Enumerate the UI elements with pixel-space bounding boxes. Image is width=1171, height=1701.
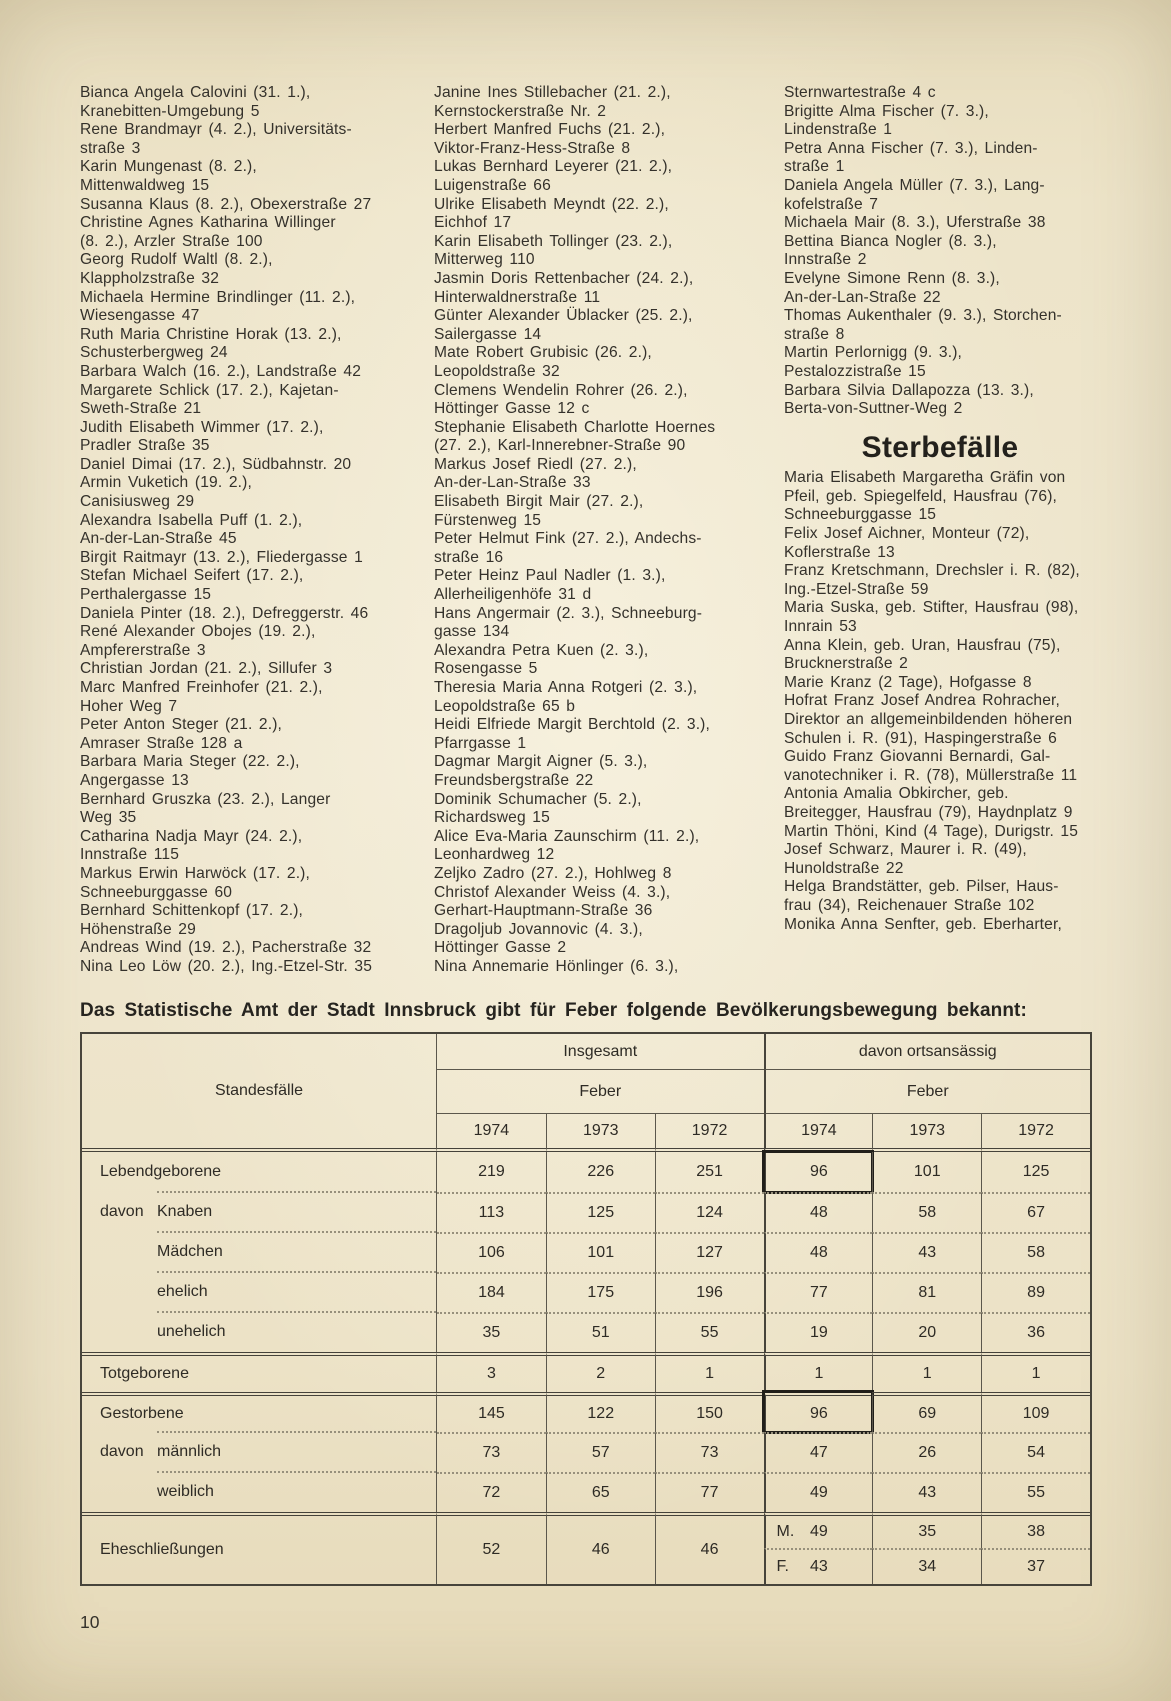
table-header-year: 1973 — [546, 1114, 655, 1152]
row-label: unehelich — [157, 1323, 226, 1340]
register-line: Dagmar Margit Aigner (5. 3.), — [434, 753, 648, 771]
register-line: Andreas Wind (19. 2.), Pacherstraße 32 — [80, 939, 372, 957]
table-label-cell — [82, 1232, 437, 1272]
table-value-cell: 58 — [981, 1232, 1090, 1272]
register-line: Birgit Raitmayr (13. 2.), Fliedergasse 1 — [80, 548, 363, 566]
table-header-year: 1973 — [872, 1114, 981, 1152]
table-value-cell: 226 — [546, 1152, 655, 1192]
register-line: Jasmin Doris Rettenbacher (24. 2.), — [434, 269, 694, 287]
table-header-year: 1974 — [764, 1114, 873, 1152]
table-label-cell — [82, 1392, 437, 1432]
register-line: Margarete Schlick (17. 2.), Kajetan- — [80, 381, 339, 399]
register-line: Hinterwaldnerstraße 11 — [434, 288, 601, 306]
page-number: 10 — [80, 1612, 100, 1632]
register-line: Klappholzstraße 32 — [80, 269, 220, 287]
deaths-column — [784, 469, 1096, 934]
table-value-cell: 52 — [437, 1512, 546, 1584]
register-line: Clemens Wendelin Rohrer (26. 2.), — [434, 381, 688, 399]
register-line: Elisabeth Birgit Mair (27. 2.), — [434, 493, 644, 511]
death-register-line: Josef Schwarz, Maurer i. R. (49), — [784, 841, 1027, 859]
register-line: Leopoldstraße 32 — [434, 362, 560, 380]
register-line: Nina Annemarie Hönlinger (6. 3.), — [434, 957, 679, 975]
table-value-cell: 124 — [655, 1192, 764, 1232]
table-value-cell: 58 — [872, 1192, 981, 1232]
table-value-cell: 65 — [546, 1472, 655, 1512]
table-header-year: 1972 — [655, 1114, 764, 1152]
death-register-line: vanotechniker i. R. (78), Müllerstraße 11 — [784, 766, 1078, 784]
register-line: Bernhard Schittenkopf (17. 2.), — [80, 902, 304, 920]
death-register-line: Ing.-Etzel-Straße 59 — [784, 580, 929, 598]
row-label: Lebendgeborene — [100, 1163, 222, 1180]
row-label: Eheschließungen — [100, 1541, 224, 1558]
row-label: ehelich — [157, 1283, 208, 1300]
table-header-feber-total: Feber — [437, 1070, 764, 1114]
table-value-cell: 122 — [546, 1392, 655, 1432]
register-line: Thomas Aukenthaler (9. 3.), Storchen- — [784, 307, 1062, 325]
table-value-cell: 127 — [655, 1232, 764, 1272]
death-register-line: Maria Suska, geb. Stifter, Hausfrau (98), — [784, 599, 1079, 617]
register-line: (8. 2.), Arzler Straße 100 — [80, 232, 263, 250]
death-register-line: Pfeil, geb. Spiegelfeld, Hausfrau (76), — [784, 487, 1058, 505]
death-register-line: Guido Franz Giovanni Bernardi, Gal- — [784, 748, 1051, 766]
register-line: Barbara Walch (16. 2.), Landstraße 42 — [80, 362, 362, 380]
register-line: Alexandra Isabella Puff (1. 2.), — [80, 511, 303, 529]
register-line: Kranebitten-Umgebung 5 — [80, 102, 260, 120]
register-line: Christian Jordan (21. 2.), Sillufer 3 — [80, 660, 333, 678]
table-value-cell: 89 — [981, 1272, 1090, 1312]
death-register-line: Direktor an allgemeinbildenden höheren — [784, 711, 1073, 728]
table-value-cell: 55 — [981, 1472, 1090, 1512]
death-register-line: Schulen i. R. (91), Haspingerstraße 6 — [784, 729, 1057, 747]
register-line: Hans Angermair (2. 3.), Schneeburg- — [434, 604, 703, 622]
register-line: Berta-von-Suttner-Weg 2 — [784, 400, 963, 418]
register-line: Amraser Straße 128 a — [80, 734, 243, 752]
death-register-line: Franz Kretschmann, Drechsler i. R. (82), — [784, 562, 1080, 580]
table-value-cell: 47 — [764, 1432, 873, 1472]
table-value-cell: 69 — [872, 1392, 981, 1432]
table-value-cell: 43 — [872, 1472, 981, 1512]
register-line: Christine Agnes Katharina Willinger — [80, 214, 336, 232]
table-value-cell: 101 — [872, 1152, 981, 1192]
table-caption: Das Statistische Amt der Stadt Innsbruck gibt für Feber folgende Bevölkerungsbewegung bekannt: — [80, 1000, 1027, 1021]
register-line: kofelstraße 7 — [784, 195, 879, 213]
register-line: Rosengasse 5 — [434, 660, 538, 678]
register-line: Michaela Hermine Brindlinger (11. 2.), — [80, 288, 356, 306]
register-line: Pfarrgasse 1 — [434, 734, 527, 752]
register-line: Michaela Mair (8. 3.), Uferstraße 38 — [784, 214, 1046, 232]
table-value-cell: 125 — [546, 1192, 655, 1232]
death-register-line: Monika Anna Senfter, geb. Eberharter, — [784, 915, 1062, 933]
death-register-line: Hofrat Franz Josef Andrea Rohracher, — [784, 692, 1061, 710]
register-line: An-der-Lan-Straße 33 — [434, 474, 591, 492]
table-value-cell: 96 — [764, 1392, 873, 1432]
table-value-cell: 46 — [546, 1512, 655, 1584]
register-line: Hoher Weg 7 — [80, 697, 178, 715]
table-value-cell: 57 — [546, 1432, 655, 1472]
register-line: Janine Ines Stillebacher (21. 2.), — [434, 84, 671, 101]
table-value-cell: 77 — [764, 1272, 873, 1312]
table-label-cell — [82, 1432, 437, 1472]
register-line: Heidi Elfriede Margit Berchtold (2. 3.), — [434, 716, 710, 734]
table-value-cell: 48 — [764, 1232, 873, 1272]
table-header-year: 1974 — [437, 1114, 546, 1152]
death-register-line: Anna Klein, geb. Uran, Hausfrau (75), — [784, 636, 1061, 654]
table-value-cell: 1 — [872, 1352, 981, 1392]
table-label-cell — [82, 1312, 437, 1352]
register-line: Peter Helmut Fink (27. 2.), Andechs- — [434, 530, 702, 548]
death-register-line: frau (34), Reichenauer Straße 102 — [784, 896, 1035, 914]
table-value-cell: 184 — [437, 1272, 546, 1312]
table-value-cell: 1 — [981, 1352, 1090, 1392]
table-value-cell: 145 — [437, 1392, 546, 1432]
register-line: Eichhof 17 — [434, 214, 512, 232]
table-value-cell: 109 — [981, 1392, 1090, 1432]
register-line: Barbara Maria Steger (22. 2.), — [80, 753, 300, 771]
register-line: Dominik Schumacher (5. 2.), — [434, 790, 642, 808]
death-register-line: Felix Josef Aichner, Monteur (72), — [784, 525, 1030, 543]
register-line: Fürstenweg 15 — [434, 511, 542, 529]
table-value-cell: 48 — [764, 1192, 873, 1232]
death-register-line: Helga Brandstätter, geb. Pilser, Haus- — [784, 878, 1059, 896]
table-value-cell: 49 — [764, 1472, 873, 1512]
table-value-cell: 51 — [546, 1312, 655, 1352]
register-line: Canisiusweg 29 — [80, 493, 195, 511]
cell-number: 43 — [810, 1558, 828, 1575]
death-register-line: Brucknerstraße 2 — [784, 655, 908, 673]
cell-number: 49 — [810, 1523, 828, 1540]
register-line: Freundsbergstraße 22 — [434, 771, 594, 789]
register-line: Mate Robert Grubisic (26. 2.), — [434, 344, 652, 362]
row-label: weiblich — [157, 1483, 214, 1500]
table-value-cell: 77 — [655, 1472, 764, 1512]
register-line: Schusterbergweg 24 — [80, 344, 228, 362]
table-label-cell — [82, 1152, 437, 1192]
table-value-cell: 46 — [655, 1512, 764, 1584]
death-register-line: Maria Elisabeth Margaretha Gräfin von — [784, 469, 1066, 487]
register-line: An-der-Lan-Straße 45 — [80, 530, 237, 548]
register-line: Karin Mungenast (8. 2.), — [80, 158, 257, 176]
register-line: Pestalozzistraße 15 — [784, 362, 926, 380]
table-value-cell: 150 — [655, 1392, 764, 1432]
table-value-cell: 101 — [546, 1232, 655, 1272]
table-value-cell: 125 — [981, 1152, 1090, 1192]
death-register-line: Innrain 53 — [784, 618, 857, 636]
register-line: Karin Elisabeth Tollinger (23. 2.), — [434, 232, 673, 250]
table-value-cell: 196 — [655, 1272, 764, 1312]
death-register-line: Breitegger, Hausfrau (79), Haydnplatz 9 — [784, 803, 1073, 821]
row-label: Gestorbene — [100, 1405, 184, 1422]
births-column-1 — [80, 84, 434, 977]
register-line: Allerheiligenhöfe 31 d — [434, 586, 592, 604]
register-line: Markus Erwin Harwöck (17. 2.), — [80, 864, 310, 882]
table-value-cell: 1 — [655, 1352, 764, 1392]
register-line: Mitterweg 110 — [434, 251, 535, 269]
register-line: straße 8 — [784, 325, 845, 343]
table-value-cell: 2 — [546, 1352, 655, 1392]
register-line: Bianca Angela Calovini (31. 1.), — [80, 84, 311, 101]
table-value-cell: 113 — [437, 1192, 546, 1232]
register-line: Petra Anna Fischer (7. 3.), Linden- — [784, 139, 1038, 157]
sex-prefix: M. — [776, 1523, 795, 1540]
table-value-cell: 73 — [437, 1432, 546, 1472]
register-line: Nina Leo Löw (20. 2.), Ing.-Etzel-Str. 35 — [80, 957, 373, 975]
row-label: Totgeborene — [100, 1365, 189, 1382]
register-line: Alice Eva-Maria Zaunschirm (11. 2.), — [434, 827, 700, 845]
table-value-cell: 35 — [872, 1512, 981, 1548]
row-prefix: davon — [100, 1203, 144, 1220]
register-line: Höttinger Gasse 12 c — [434, 400, 590, 418]
register-line: Sweth-Straße 21 — [80, 400, 202, 418]
table-value-cell: 38 — [981, 1512, 1090, 1548]
table-value-cell: 35 — [437, 1312, 546, 1352]
table-value-cell: 55 — [655, 1312, 764, 1352]
births-deaths-column-3 — [784, 84, 1096, 977]
table-label-cell — [82, 1472, 437, 1512]
register-line: Daniela Pinter (18. 2.), Defreggerstr. 46 — [80, 604, 369, 622]
death-register-line: Antonia Amalia Obkircher, geb. — [784, 785, 1009, 803]
register-line: Lukas Bernhard Leyerer (21. 2.), — [434, 158, 673, 176]
population-statistics-table — [80, 1032, 1092, 1586]
death-register-line: Martin Thöni, Kind (4 Tage), Durigstr. 15 — [784, 822, 1079, 840]
register-line: Zeljko Zadro (27. 2.), Hohlweg 8 — [434, 864, 672, 882]
register-line: Ampfererstraße 3 — [80, 641, 206, 659]
table-value-cell — [764, 1548, 873, 1584]
register-line: Judith Elisabeth Wimmer (17. 2.), — [80, 418, 324, 436]
register-line: Dragoljub Jovannovic (4. 3.), — [434, 920, 643, 938]
register-line: straße 16 — [434, 548, 504, 566]
register-line: Catharina Nadja Mayr (24. 2.), — [80, 827, 303, 845]
table-value-cell: 36 — [981, 1312, 1090, 1352]
births-column-3-top — [784, 84, 1096, 419]
register-line: Pradler Straße 35 — [80, 437, 210, 455]
register-line: Günter Alexander Üblacker (25. 2.), — [434, 307, 693, 325]
register-line: Wiesengasse 47 — [80, 307, 200, 325]
register-line: (27. 2.), Karl-Innerebner-Straße 90 — [434, 437, 686, 455]
register-line: Angergasse 13 — [80, 771, 189, 789]
register-line: Innstraße 2 — [784, 251, 867, 269]
table-label-cell — [82, 1272, 437, 1312]
register-line: Stephanie Elisabeth Charlotte Hoernes — [434, 418, 716, 436]
table-label-cell — [82, 1352, 437, 1392]
register-line: Susanna Klaus (8. 2.), Obexerstraße 27 — [80, 195, 372, 213]
table-header-year: 1972 — [981, 1114, 1090, 1152]
register-line: Barbara Silvia Dallapozza (13. 3.), — [784, 381, 1034, 399]
register-line: Leopoldstraße 65 b — [434, 697, 576, 715]
births-column-2 — [434, 84, 784, 977]
table-value-cell: 106 — [437, 1232, 546, 1272]
register-line: Peter Anton Steger (21. 2.), — [80, 716, 283, 734]
death-register-line: Schneeburggasse 15 — [784, 506, 937, 524]
register-line: Martin Perlornigg (9. 3.), — [784, 344, 963, 362]
register-line: Höhenstraße 29 — [80, 920, 196, 938]
register-line: straße 1 — [784, 158, 845, 176]
row-label: Mädchen — [157, 1243, 223, 1260]
table-value-cell: 43 — [872, 1232, 981, 1272]
register-line: Innstraße 115 — [80, 846, 180, 864]
table-value-cell: 3 — [437, 1352, 546, 1392]
register-line: Weg 35 — [80, 809, 137, 827]
death-register-line: Hunoldstraße 22 — [784, 859, 904, 877]
register-line: Rene Brandmayr (4. 2.), Universitäts- — [80, 121, 352, 139]
announcement-columns — [80, 84, 1096, 977]
table-value-cell: 81 — [872, 1272, 981, 1312]
register-line: Theresia Maria Anna Rotgeri (2. 3.), — [434, 679, 698, 696]
table-value-cell: 67 — [981, 1192, 1090, 1232]
register-line: Mittenwaldweg 15 — [80, 176, 210, 194]
register-line: Marc Manfred Freinhofer (21. 2.), — [80, 679, 323, 696]
register-line: Alexandra Petra Kuen (2. 3.), — [434, 641, 649, 659]
death-register-line: Koflerstraße 13 — [784, 543, 895, 561]
register-line: Armin Vuketich (19. 2.), — [80, 474, 252, 492]
death-register-line: Marie Kranz (2 Tage), Hofgasse 8 — [784, 673, 1032, 691]
table-header-standesfaelle: Standesfälle — [82, 1034, 437, 1152]
register-line: Brigitte Alma Fischer (7. 3.), — [784, 102, 989, 120]
register-line: An-der-Lan-Straße 22 — [784, 288, 941, 306]
register-line: gasse 134 — [434, 623, 510, 641]
table-label-cell — [82, 1512, 437, 1584]
register-line: Höttinger Gasse 2 — [434, 939, 567, 957]
register-line: Schneeburggasse 60 — [80, 883, 233, 901]
deaths-section-heading: Sterbefälle — [861, 430, 1019, 464]
register-line: Ulrike Elisabeth Meyndt (22. 2.), — [434, 195, 669, 213]
table-value-cell: 72 — [437, 1472, 546, 1512]
register-line: Kernstockerstraße Nr. 2 — [434, 102, 607, 120]
register-line: Christof Alexander Weiss (4. 3.), — [434, 883, 671, 901]
register-line: Sternwartestraße 4 c — [784, 84, 936, 101]
register-line: Daniel Dimai (17. 2.), Südbahnstr. 20 — [80, 455, 352, 473]
table-value-cell: 20 — [872, 1312, 981, 1352]
register-line: straße 3 — [80, 139, 141, 157]
table-value-cell: 1 — [764, 1352, 873, 1392]
register-line: Ruth Maria Christine Horak (13. 2.), — [80, 325, 342, 343]
register-line: Leonhardweg 12 — [434, 846, 555, 864]
register-line: Georg Rudolf Waltl (8. 2.), — [80, 251, 273, 269]
sex-prefix: F. — [776, 1558, 789, 1575]
row-prefix: davon — [100, 1443, 144, 1460]
register-line: Daniela Angela Müller (7. 3.), Lang- — [784, 176, 1045, 194]
register-line: Bettina Bianca Nogler (8. 3.), — [784, 232, 997, 250]
table-value-cell: 54 — [981, 1432, 1090, 1472]
table-value-cell: 251 — [655, 1152, 764, 1192]
register-line: Gerhart-Hauptmann-Straße 36 — [434, 902, 653, 920]
table-value-cell: 96 — [764, 1152, 873, 1192]
table-value-cell: 37 — [981, 1548, 1090, 1584]
row-label: Knaben — [157, 1203, 213, 1220]
register-line: Herbert Manfred Fuchs (21. 2.), — [434, 121, 666, 139]
register-line: Bernhard Gruszka (23. 2.), Langer — [80, 790, 331, 808]
register-line: Markus Josef Riedl (27. 2.), — [434, 455, 637, 473]
register-line: Peter Heinz Paul Nadler (1. 3.), — [434, 567, 666, 585]
table-value-cell: 175 — [546, 1272, 655, 1312]
row-label: männlich — [157, 1443, 222, 1460]
register-line: Lindenstraße 1 — [784, 121, 893, 139]
register-line: Perthalergasse 15 — [80, 586, 212, 604]
table-value-cell: 219 — [478, 1163, 505, 1180]
register-line: Sailergasse 14 — [434, 325, 542, 343]
table-header-insgesamt: Insgesamt — [437, 1034, 764, 1070]
register-line: Richardsweg 15 — [434, 809, 550, 827]
register-line: Viktor-Franz-Hess-Straße 8 — [434, 139, 631, 157]
table-header-feber-local: Feber — [764, 1070, 1091, 1114]
table-value-cell: 73 — [655, 1432, 764, 1472]
register-line: Evelyne Simone Renn (8. 3.), — [784, 269, 1000, 287]
register-line: Luigenstraße 66 — [434, 176, 551, 194]
table-value-cell: 19 — [764, 1312, 873, 1352]
table-value-cell — [764, 1512, 873, 1548]
register-line: Stefan Michael Seifert (17. 2.), — [80, 567, 304, 585]
register-line: René Alexander Obojes (19. 2.), — [80, 623, 316, 641]
table-value-cell: 34 — [872, 1548, 981, 1584]
table-value-cell: 26 — [872, 1432, 981, 1472]
table-label-cell — [82, 1192, 437, 1232]
table-header-ortsansaessig: davon ortsansässig — [764, 1034, 1091, 1070]
